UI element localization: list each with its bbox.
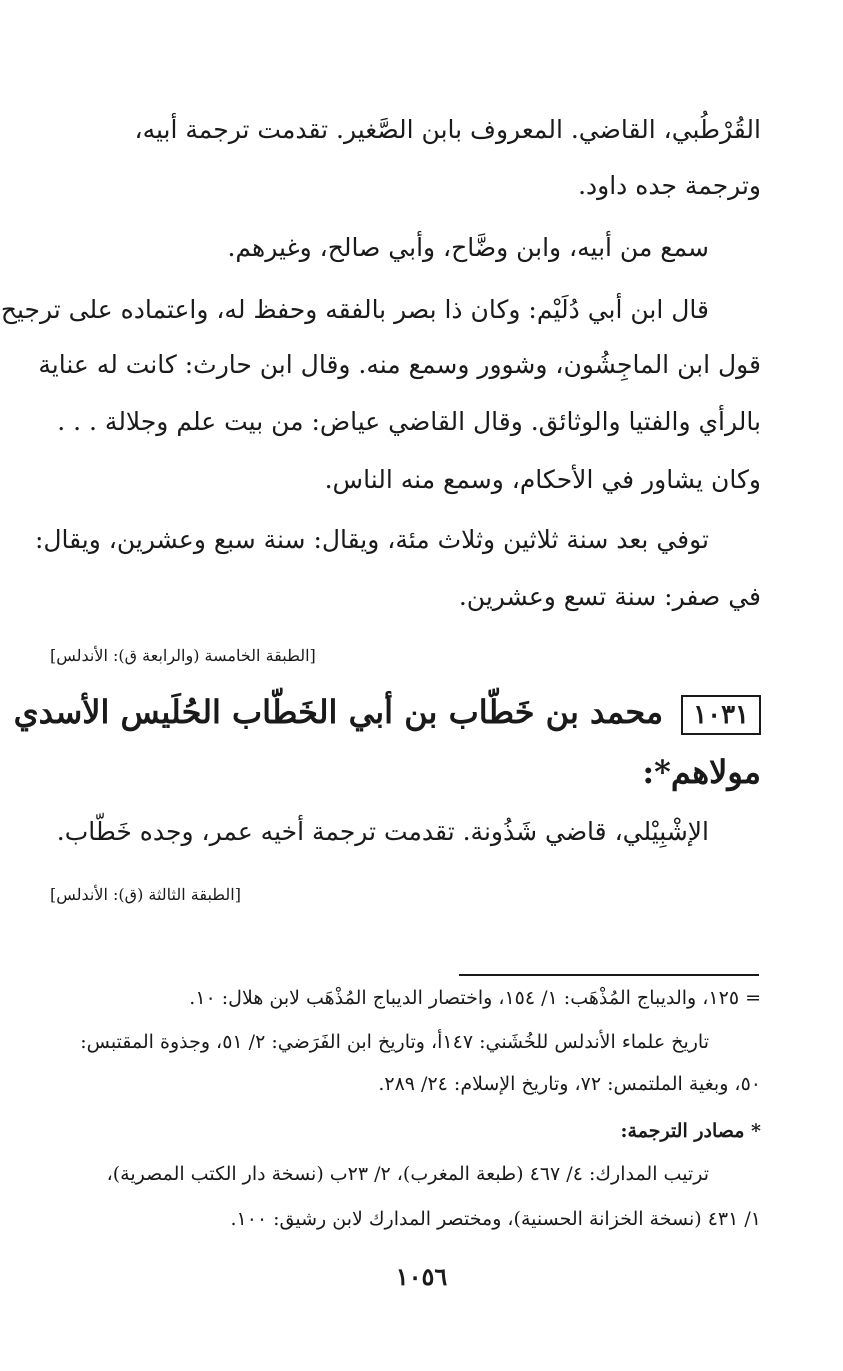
tabaqa-tag: [الطبقة الخامسة (والرابعة ق): الأندلس] xyxy=(50,646,316,665)
entry-text: الإشْبِيْلي، قاضي شَذُونة. تقدمت ترجمة أخيه عمر، وجده خَطّاب. xyxy=(56,817,709,846)
entry-heading xyxy=(13,688,761,736)
footnote-sources-heading: * مصادر الترجمة: xyxy=(620,1120,761,1142)
tabaqa-tag: [الطبقة الثالثة (ق): الأندلس] xyxy=(50,885,241,904)
footnote-line: تاريخ علماء الأندلس للخُشَني: ١٤٧أ، وتاريخ ابن الفَرَضي: ٢/ ٥١، وجذوة المقتبس: xyxy=(80,1031,709,1053)
bio-line: وكان يشاور في الأحكام، وسمع منه الناس. xyxy=(324,465,761,494)
bio-line: سمع من أبيه، وابن وضَّاح، وأبي صالح، وغيرهم. xyxy=(227,233,709,262)
page-number: ١٠٥٦ xyxy=(395,1262,448,1291)
entry-heading-cont: مولاهم*: xyxy=(642,753,761,791)
bio-line: قول ابن الماجِشُون، وشوور وسمع منه. وقال ابن حارث: كانت له عناية xyxy=(38,350,761,379)
bio-line: بالرأي والفتيا والوثائق. وقال القاضي عياض: من بيت علم وجلالة . . . xyxy=(57,407,761,436)
entry-name: محمد بن خَطّاب بن أبي الخَطّاب الحُلَيس الأسدي xyxy=(13,693,664,731)
footnote-line: ١/ ٤٣١ (نسخة الخزانة الحسنية)، ومختصر المدارك لابن رشيق: ١٠٠. xyxy=(230,1208,761,1230)
footnote-line: = ١٢٥، والديباج المُذْهَب: ١/ ١٥٤، واختصار الديباج المُذْهَب لابن هلال: ١٠. xyxy=(189,987,761,1009)
bio-line: توفي بعد سنة ثلاثين وثلاث مئة، ويقال: سنة سبع وعشرين، ويقال: xyxy=(34,525,709,554)
bio-line: وترجمة جده داود. xyxy=(578,171,761,200)
bio-line: قال ابن أبي دُلَيْم: وكان ذا بصر بالفقه وحفظ له، واعتماده على ترجيح xyxy=(0,295,709,324)
entry-number: ١٠٣١ xyxy=(681,695,761,735)
bio-line: القُرْطُبي، القاضي. المعروف بابن الصَّغير. تقدمت ترجمة أبيه، xyxy=(134,115,761,144)
footnote-separator xyxy=(459,974,759,976)
bio-line: في صفر: سنة تسع وعشرين. xyxy=(458,582,761,611)
footnote-line: ٥٠، وبغية الملتمس: ٧٢، وتاريخ الإسلام: ٢٤/ ٢٨٩. xyxy=(378,1073,761,1095)
footnote-line: ترتيب المدارك: ٤/ ٤٦٧ (طبعة المغرب)، ٢/ ٢٣ب (نسخة دار الكتب المصرية)، xyxy=(106,1163,709,1185)
